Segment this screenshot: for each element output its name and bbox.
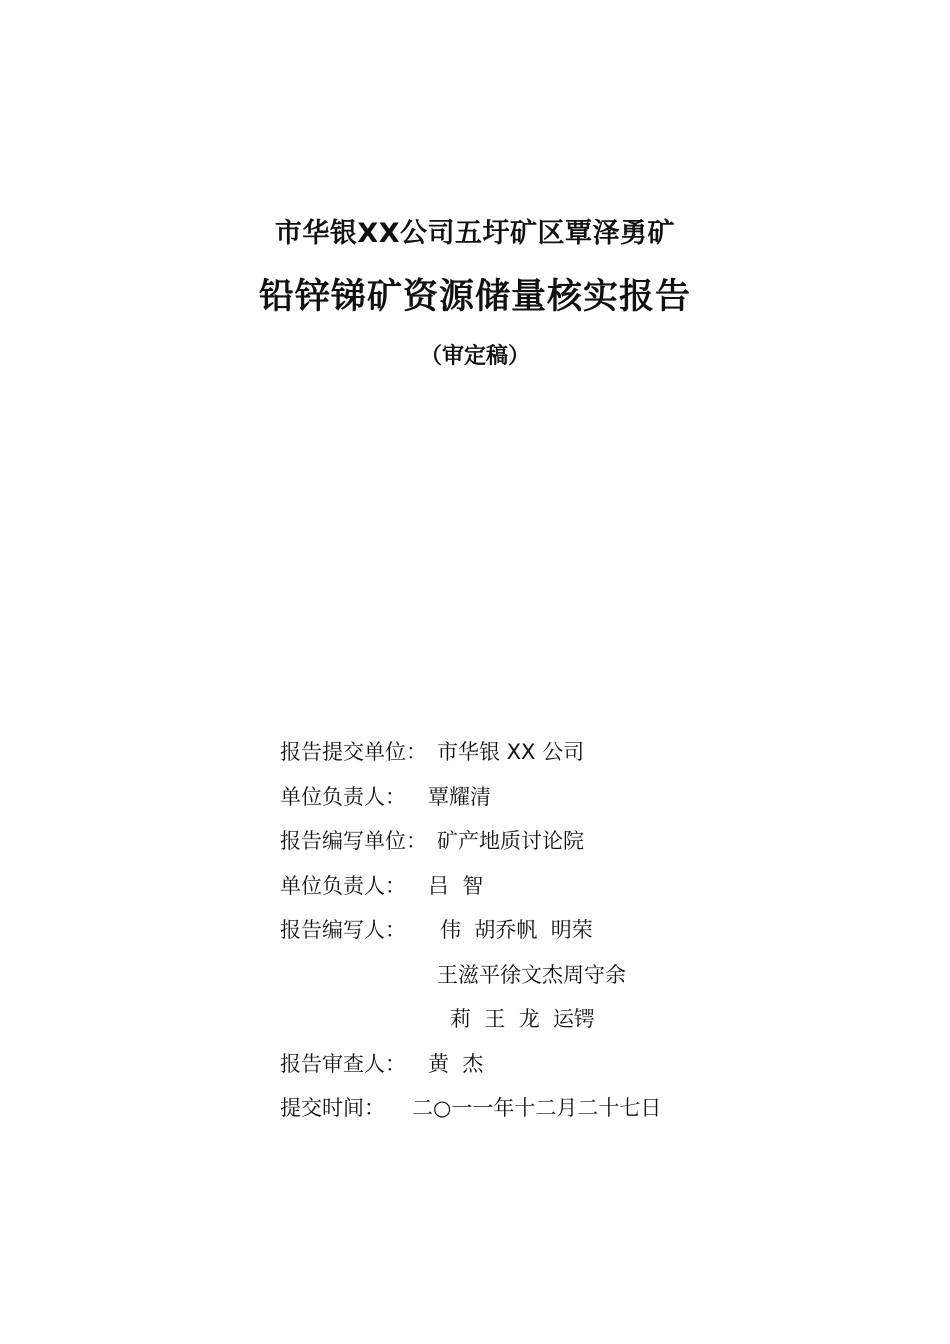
report-title-line-1: 市华银XX公司五圩矿区覃泽勇矿 [274,218,676,249]
writing-unit-value: 矿产地质讨论院 [437,829,584,853]
writers-line-1: 伟 胡乔帆 明荣 [440,918,593,942]
writing-unit-label: 报告编写单位： [280,829,427,853]
unit-head-label-2: 单位负责人： [280,873,406,898]
reviewer-value: 黄 杰 [428,1051,484,1076]
writers-row-1 [280,913,840,958]
submit-unit-label: 报告提交单位： [280,740,427,764]
report-draft-status: （审定稿） [419,344,530,369]
writers-label: 报告编写人： [280,918,406,942]
unit-head-row-2 [280,869,840,914]
writers-line-2: 王滋平徐文杰周守余 [437,962,626,987]
unit-head-row-1 [280,780,840,825]
submit-unit-row [280,735,840,780]
submit-time-value: 二○一一年十二月二十七日 [412,1096,662,1120]
unit-head-value-2: 吕 智 [428,873,484,898]
submit-unit-value: 市华银 XX 公司 [437,740,585,764]
writers-row-2 [280,958,840,1003]
reviewer-label: 报告审查人： [280,1051,406,1076]
reviewer-row [280,1047,840,1092]
writers-line-3: 莉 王 龙 运锷 [450,1007,596,1031]
unit-head-value-1: 覃耀清 [428,784,491,809]
unit-head-label-1: 单位负责人： [280,784,406,809]
submit-time-label: 提交时间： [280,1096,385,1120]
report-title-line-2: 铅锌锑矿资源储量核实报告 [258,277,691,317]
report-info-block [280,735,840,1136]
submit-time-row [280,1091,840,1136]
writers-row-3 [280,1002,840,1047]
writing-unit-row [280,824,840,869]
